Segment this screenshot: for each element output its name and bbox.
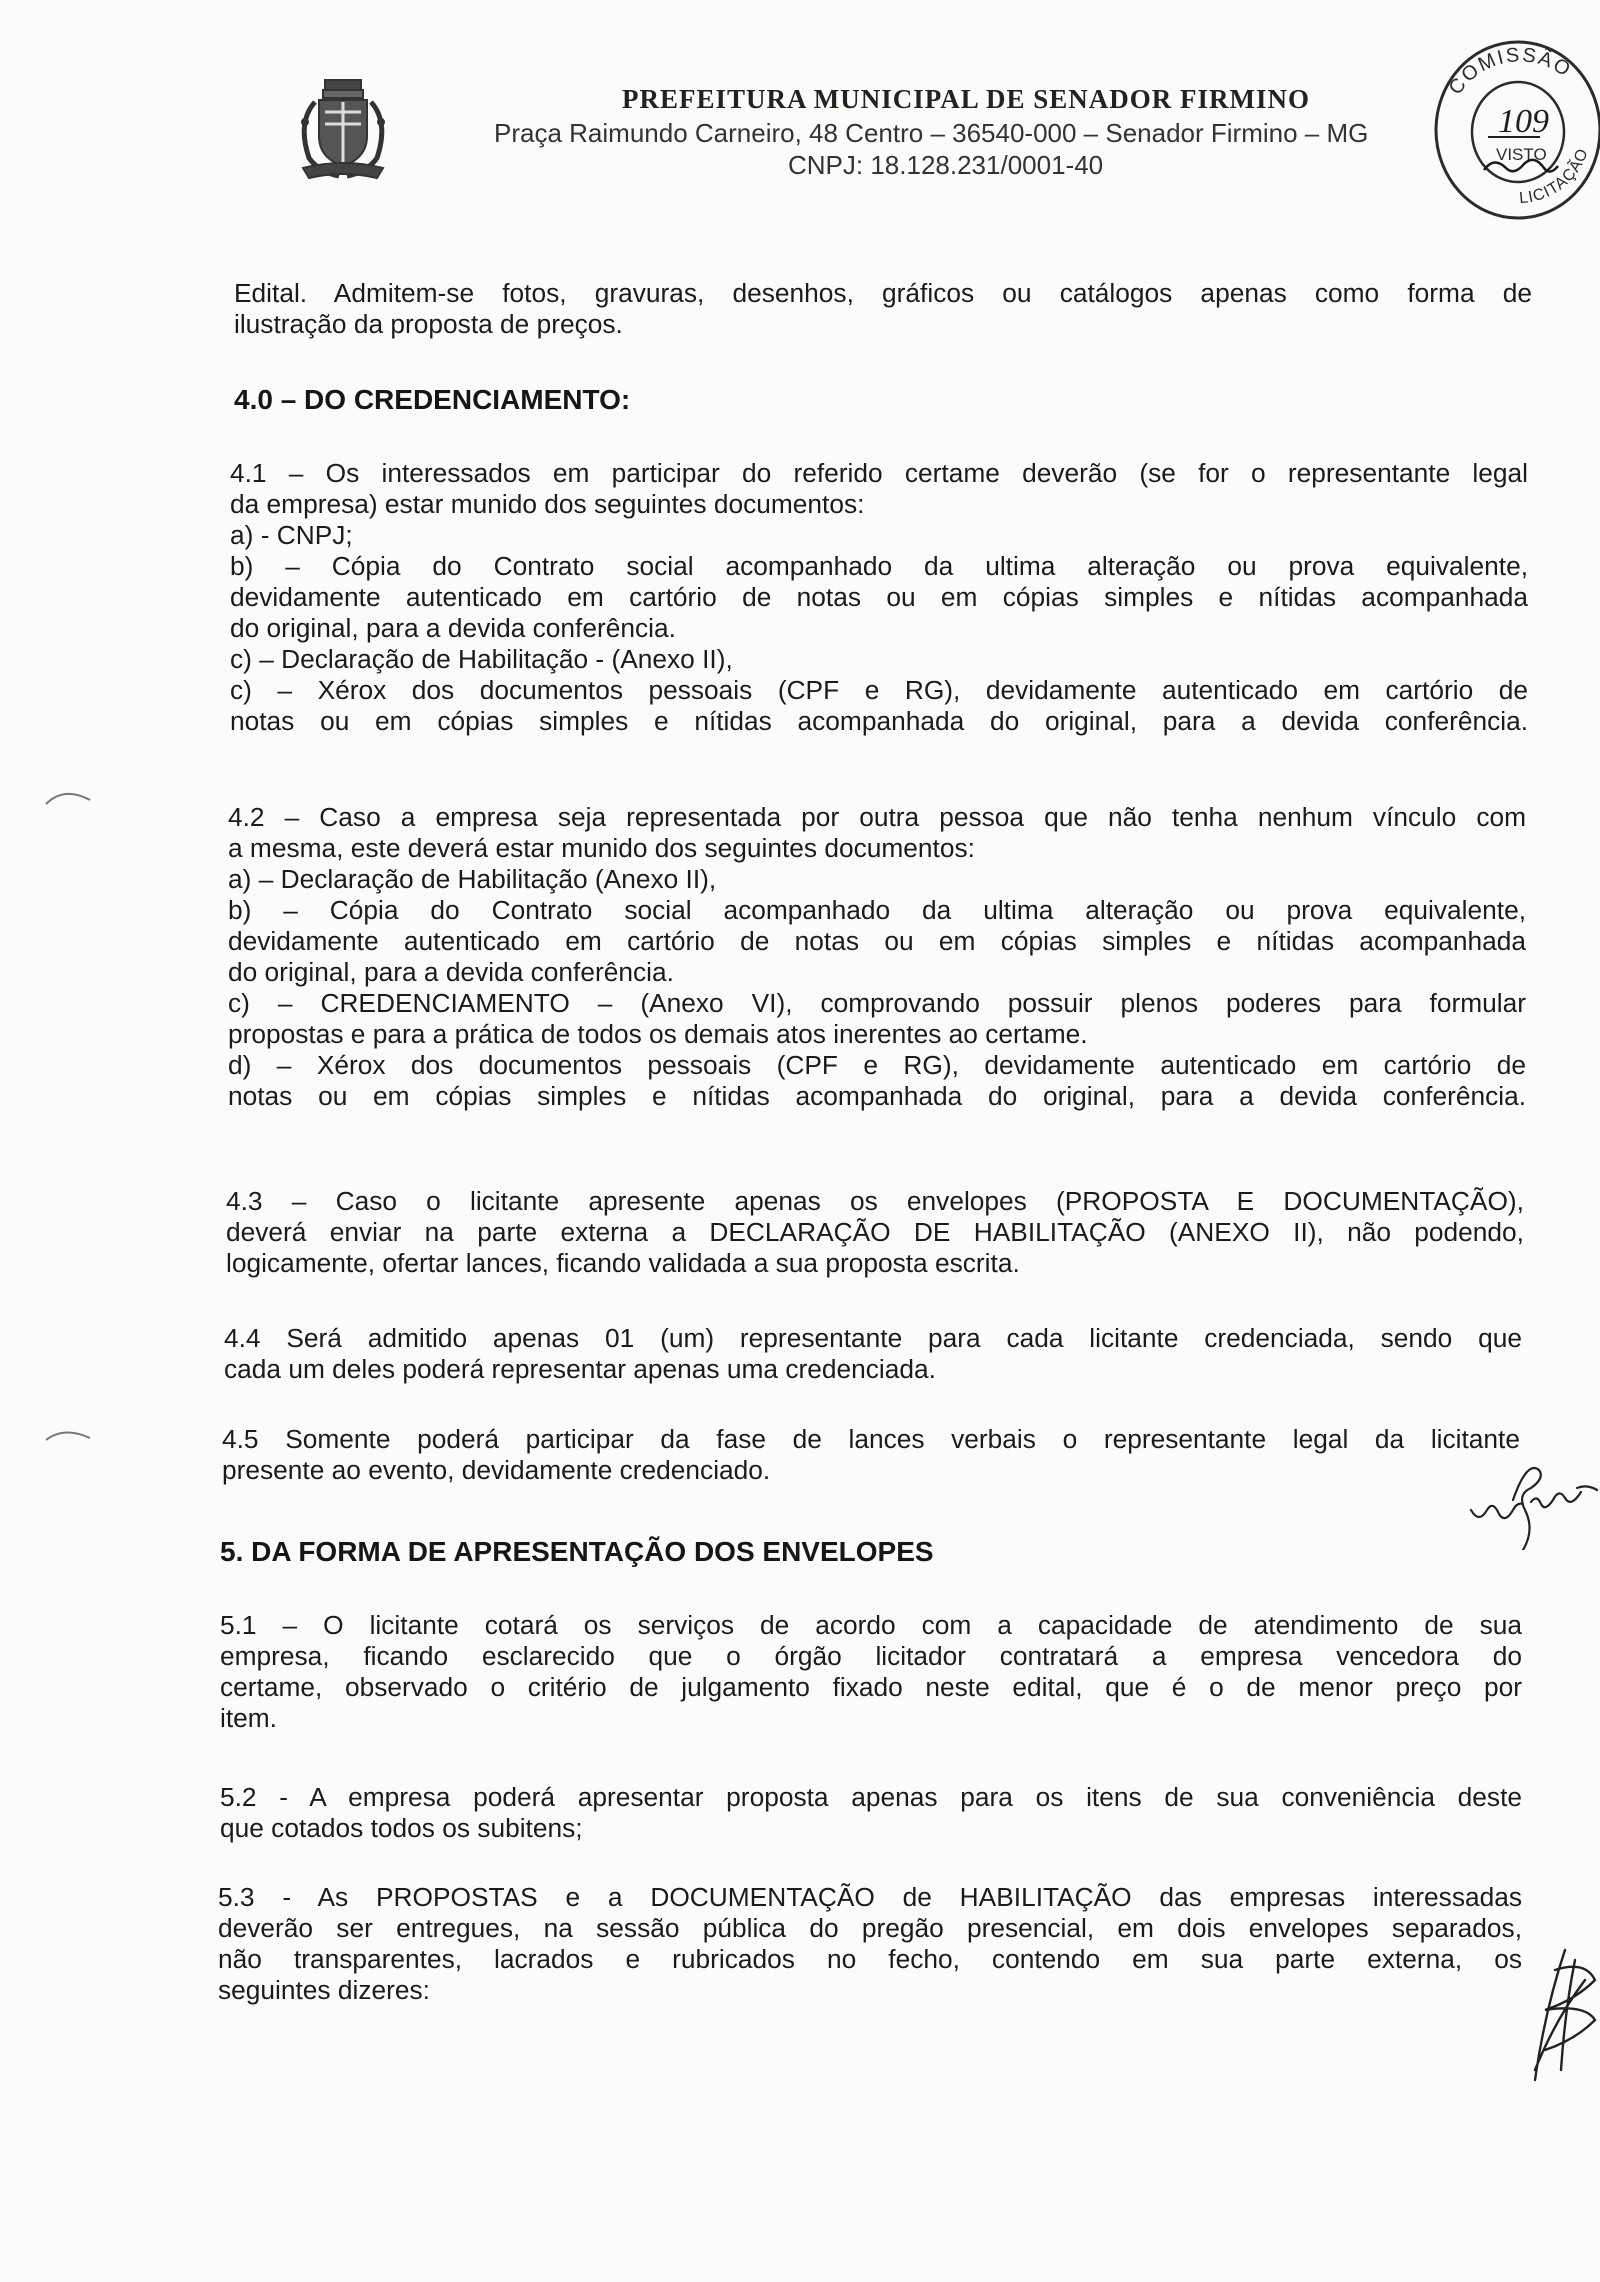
clause-5-2 xyxy=(220,1782,1522,1844)
clause-4-3 xyxy=(226,1186,1524,1279)
text-line: a) - CNPJ; xyxy=(230,520,353,550)
text-line: 5.3 - As PROPOSTAS e a DOCUMENTAÇÃO de HABILITAÇÃO das empresas interessadas xyxy=(218,1882,1522,1912)
svg-text:COMISSÃO xyxy=(1445,44,1576,99)
clause-4-2 xyxy=(228,802,1526,1112)
text-line: do original, para a devida conferência. xyxy=(228,957,674,987)
handwritten-signature xyxy=(1465,1440,1600,1550)
text-line: deverão ser entregues, na sessão pública do pregão presencial, em dois envelopes separados, xyxy=(218,1913,1522,1943)
margin-mark xyxy=(42,782,94,812)
text-line: 4.2 – Caso a empresa seja representada por outra pessoa que não tenha nenhum vínculo com xyxy=(228,802,1526,832)
rubric-initials xyxy=(1525,1940,1600,2090)
text-line: c) – Xérox dos documentos pessoais (CPF e RG), devidamente autenticado em cartório de xyxy=(230,675,1528,705)
stamp-bottom-text: LICITAÇÃO xyxy=(1518,145,1592,208)
text-line: 5.2 - A empresa poderá apresentar proposta apenas para os itens de sua conveniência deste xyxy=(220,1782,1522,1812)
text-line: b) – Cópia do Contrato social acompanhado da ultima alteração ou prova equivalente, xyxy=(228,895,1526,925)
text-line: empresa, ficando esclarecido que o órgão licitador contratará a empresa vencedora do xyxy=(220,1641,1522,1671)
text-line: presente ao evento, devidamente credenciado. xyxy=(222,1455,771,1485)
text-line: item. xyxy=(220,1703,277,1733)
text-line: c) – CREDENCIAMENTO – (Anexo VI), comprovando possuir plenos poderes para formular xyxy=(228,988,1526,1018)
text-line: notas ou em cópias simples e nítidas acompanhada do original, para a devida conferência. xyxy=(228,1081,1526,1111)
clause-5-1 xyxy=(220,1610,1522,1734)
clause-4-5 xyxy=(222,1424,1520,1486)
text-line: ilustração da proposta de preços. xyxy=(234,309,623,339)
text-line: b) – Cópia do Contrato social acompanhado da ultima alteração ou prova equivalente, xyxy=(230,551,1528,581)
clause-4-1 xyxy=(230,458,1528,737)
text-line: a mesma, este deverá estar munido dos seguintes documentos: xyxy=(228,833,975,863)
text-line: da empresa) estar munido dos seguintes documentos: xyxy=(230,489,865,519)
text-line: 4.5 Somente poderá participar da fase de lances verbais o representante legal da licitante xyxy=(222,1424,1520,1454)
text-line: propostas e para a prática de todos os demais atos inerentes ao certame. xyxy=(228,1019,1088,1049)
text-line: 4.1 – Os interessados em participar do referido certame deverão (se for o representante legal xyxy=(230,458,1528,488)
municipality-address: Praça Raimundo Carneiro, 48 Centro – 36540-000 – Senador Firmino – MG xyxy=(494,118,1369,148)
text-line: devidamente autenticado em cartório de notas ou em cópias simples e nítidas acompanhada xyxy=(230,582,1528,612)
municipality-cnpj: CNPJ: 18.128.231/0001-40 xyxy=(788,150,1104,180)
text-line: não transparentes, lacrados e rubricados no fecho, contendo em sua parte externa, os xyxy=(218,1944,1522,1974)
intro-paragraph xyxy=(234,278,1532,340)
text-line: 5.1 – O licitante cotará os serviços de acordo com a capacidade de atendimento de sua xyxy=(220,1610,1522,1640)
text-line: c) – Declaração de Habilitação - (Anexo II), xyxy=(230,644,733,674)
text-line: certame, observado o critério de julgamento fixado neste edital, que é o de menor preço por xyxy=(220,1672,1522,1702)
clause-5-3 xyxy=(218,1882,1522,2006)
text-line: que cotados todos os subitens; xyxy=(220,1813,583,1843)
text-line: notas ou em cópias simples e nítidas acompanhada do original, para a devida conferência. xyxy=(230,706,1528,736)
text-line: a) – Declaração de Habilitação (Anexo II), xyxy=(228,864,717,894)
text-line: cada um deles poderá representar apenas uma credenciada. xyxy=(224,1354,936,1384)
section-4-heading: 4.0 – DO CREDENCIAMENTO: xyxy=(234,384,631,415)
text-line: Edital. Admitem-se fotos, gravuras, desenhos, gráficos ou catálogos apenas como forma de xyxy=(234,278,1532,308)
text-line: devidamente autenticado em cartório de notas ou em cópias simples e nítidas acompanhada xyxy=(228,926,1526,956)
text-line: 4.3 – Caso o licitante apresente apenas os envelopes (PROPOSTA E DOCUMENTAÇÃO), xyxy=(226,1186,1524,1216)
municipal-coat-of-arms-icon xyxy=(285,72,400,187)
stamp-visto-label: VISTO xyxy=(1496,145,1547,164)
stamp-number: 109 xyxy=(1498,103,1549,140)
clause-4-4 xyxy=(224,1323,1522,1385)
text-line: d) – Xérox dos documentos pessoais (CPF e RG), devidamente autenticado em cartório de xyxy=(228,1050,1526,1080)
stamp-top-text: COMISSÃO xyxy=(1444,44,1576,99)
municipality-title: PREFEITURA MUNICIPAL DE SENADOR FIRMINO xyxy=(622,84,1311,114)
text-line: deverá enviar na parte externa a DECLARAÇÃO DE HABILITAÇÃO (ANEXO II), não podendo, xyxy=(226,1217,1524,1247)
margin-mark xyxy=(42,1418,94,1448)
text-line: logicamente, ofertar lances, ficando validada a sua proposta escrita. xyxy=(226,1248,1020,1278)
text-line: do original, para a devida conferência. xyxy=(230,613,676,643)
commission-stamp xyxy=(1418,20,1600,220)
text-line: 4.4 Será admitido apenas 01 (um) representante para cada licitante credenciada, sendo que xyxy=(224,1323,1522,1353)
text-line: seguintes dizeres: xyxy=(218,1975,430,2005)
section-5-heading: 5. DA FORMA DE APRESENTAÇÃO DOS ENVELOPES xyxy=(220,1536,934,1567)
